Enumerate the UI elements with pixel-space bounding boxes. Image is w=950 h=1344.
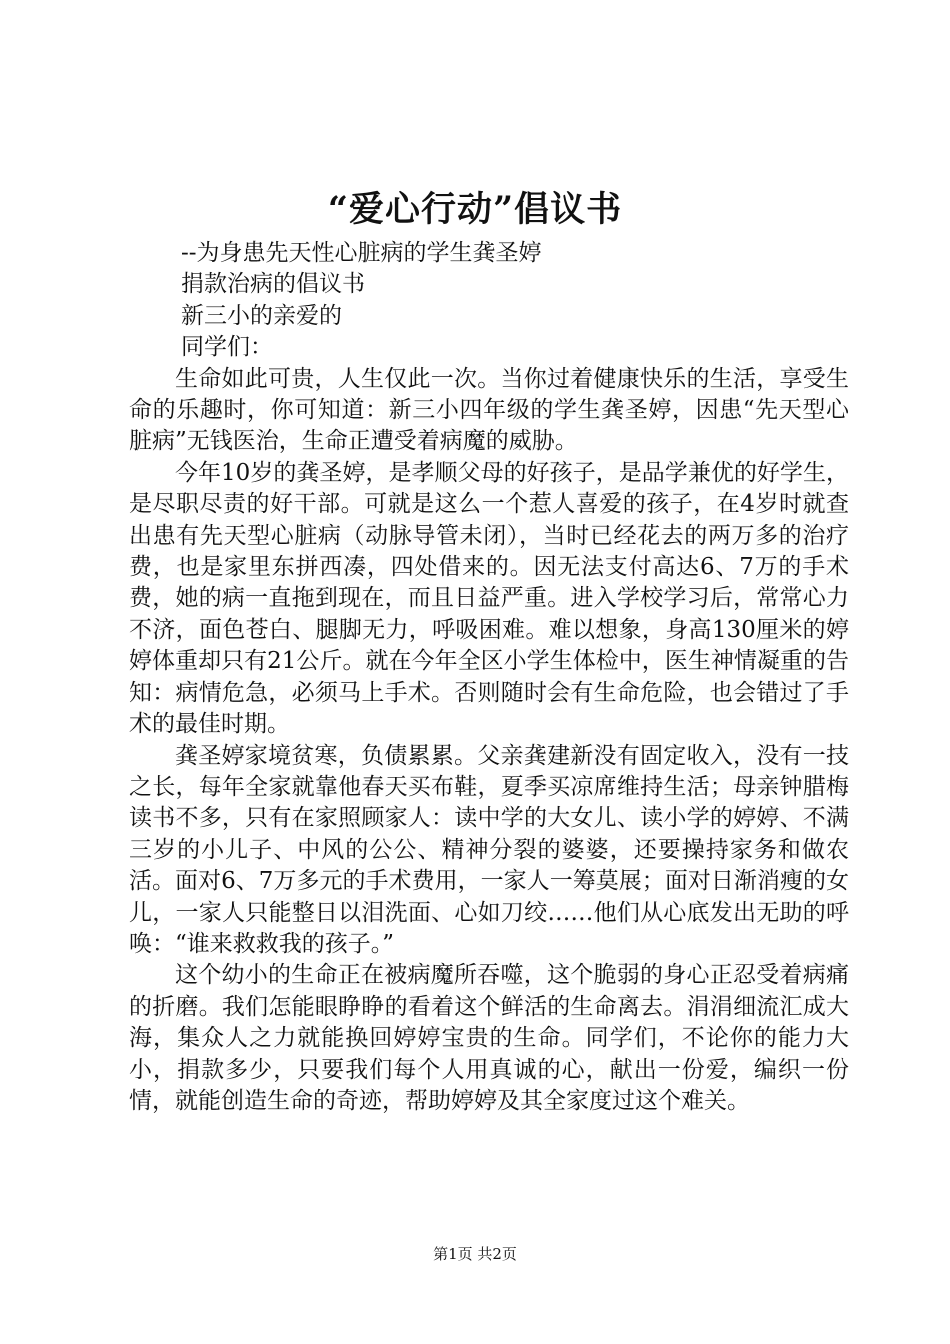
paragraph: 生命如此可贵，人生仅此一次。当你过着健康快乐的生活，享受生命的乐趣时，你可知道：新三小四年级的学生龚圣婷，因患“先天型心脏病”无钱医治，生命正遭受着病魔的威胁。 <box>129 365 849 455</box>
paragraph: 今年10岁的龚圣婷，是孝顺父母的好孩子，是品学兼优的好学生，是尽职尽责的好干部。可就是这么一个惹人喜爱的孩子，在4岁时就查出患有先天型心脏病（动脉导管未闭），当时已经花去的两万多的治疗费，也是家里东拼西凑，四处借来的。因无法支付高达6、7万的手术费，她的病一直拖到现在，而且日益严重。进入学校学习后，常常心力不济，面色苍白、腿脚无力，呼吸困难。难以想象，身高130厘米的婷婷体重却只有21公斤。就在今年全区小学生体检中，医生神情凝重的告知：病情危急，必须马上手术。否则随时会有生命危险，也会错过了手术的最佳时期。 <box>129 459 849 738</box>
subtitle-line-2: 捐款治病的倡议书 <box>181 271 365 298</box>
salutation-line-2: 同学们： <box>181 334 273 361</box>
paragraph: 龚圣婷家境贫寒，负债累累。父亲龚建新没有固定收入，没有一技之长，每年全家就靠他春天买布鞋，夏季买凉席维持生活；母亲钟腊梅读书不多，只有在家照顾家人：读中学的大女儿、读小学的婷婷、不满三岁的小儿子、中风的公公、精神分裂的婆婆，还要操持家务和做农活。面对6、7万多元的手术费用，一家人一筹莫展；面对日渐消瘦的女儿，一家人只能整日以泪洗面、心如刀绞……他们从心底发出无助的呼唤：“谁来救救我的孩子。” <box>129 742 849 957</box>
paragraph: 这个幼小的生命正在被病魔所吞噬，这个脆弱的身心正忍受着病痛的折磨。我们怎能眼睁睁的看着这个鲜活的生命离去。涓涓细流汇成大海，集众人之力就能换回婷婷宝贵的生命。同学们，不论你的能力大小，捐款多少，只要我们每个人用真诚的心，献出一份爱，编织一份情，就能创造生命的奇迹，帮助婷婷及其全家度过这个难关。 <box>129 962 849 1114</box>
document-body <box>129 238 849 1117</box>
page-indicator: 第1页 共2页 <box>433 1245 517 1263</box>
document-title: “爱心行动”倡议书 <box>327 189 623 230</box>
subtitle-line-1: --为身患先天性心脏病的学生龚圣婷 <box>181 240 542 266</box>
salutation-line-1: 新三小的亲爱的 <box>181 302 342 329</box>
